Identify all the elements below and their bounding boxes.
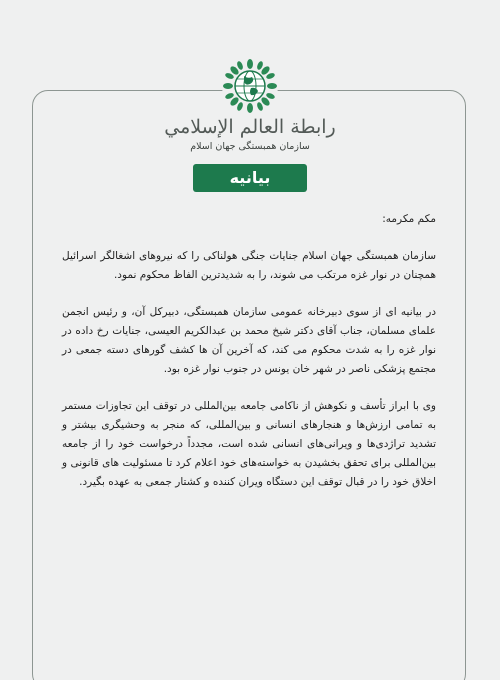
logo-persian-name: سازمان همبستگی جهان اسلام <box>190 141 310 152</box>
globe-emblem-icon <box>222 58 278 114</box>
paragraph: وی با ابراز تأسف و نکوهش از ناکامی جامعه بین‌المللی در توقف این تجاوزات مستمر به تمامی ارزش‌ها و هنجارهای انسانی و بین‌المللی، که منجر به وحشیگری بیشتر و تشدید تراژدی‌ها و ویرانی‌های انسانی شده است، مجدداً درخواست خود را از جامعه بین‌المللی برای تحقق بخشیدن به خواسته‌های خود اعلام کرد تا مسئولیت های قانونی و اخلاق خود را در قبال توقف این دستگاه ویران کننده و کشتار جمعی به عهده بگیرد. <box>62 400 436 488</box>
paragraph: سازمان همبستگی جهان اسلام جنایات جنگی هولناکی را که نیروهای اشغالگر اسرائیل همچنان در نوار غزه مرتکب می شوند، را به شدیدترین الفاظ محکوم نمود. <box>62 250 436 281</box>
paragraph: در بیانیه ای از سوی دبیرخانه عمومی سازمان همبستگی، دبیرکل آن، و رئیس انجمن علمای مسلمان، جناب آقای دکتر شیخ محمد بن عبدالکریم العیسی، جنایات رخ داده در نوار غزه را به شدت محکوم می کند، که آخرین آن ها کشف گورهای دسته جمعی در مجتمع پزشکی ناصر در شهر خان یونس در جنوب نوار غزه بود. <box>62 306 436 375</box>
organization-logo <box>150 114 350 154</box>
statement-badge: بیانیه <box>193 164 307 192</box>
salutation: مکم مکرمه: <box>382 213 436 225</box>
logo-arabic-name: رابطة العالم الإسلامي <box>164 116 336 138</box>
statement-body <box>62 210 436 510</box>
